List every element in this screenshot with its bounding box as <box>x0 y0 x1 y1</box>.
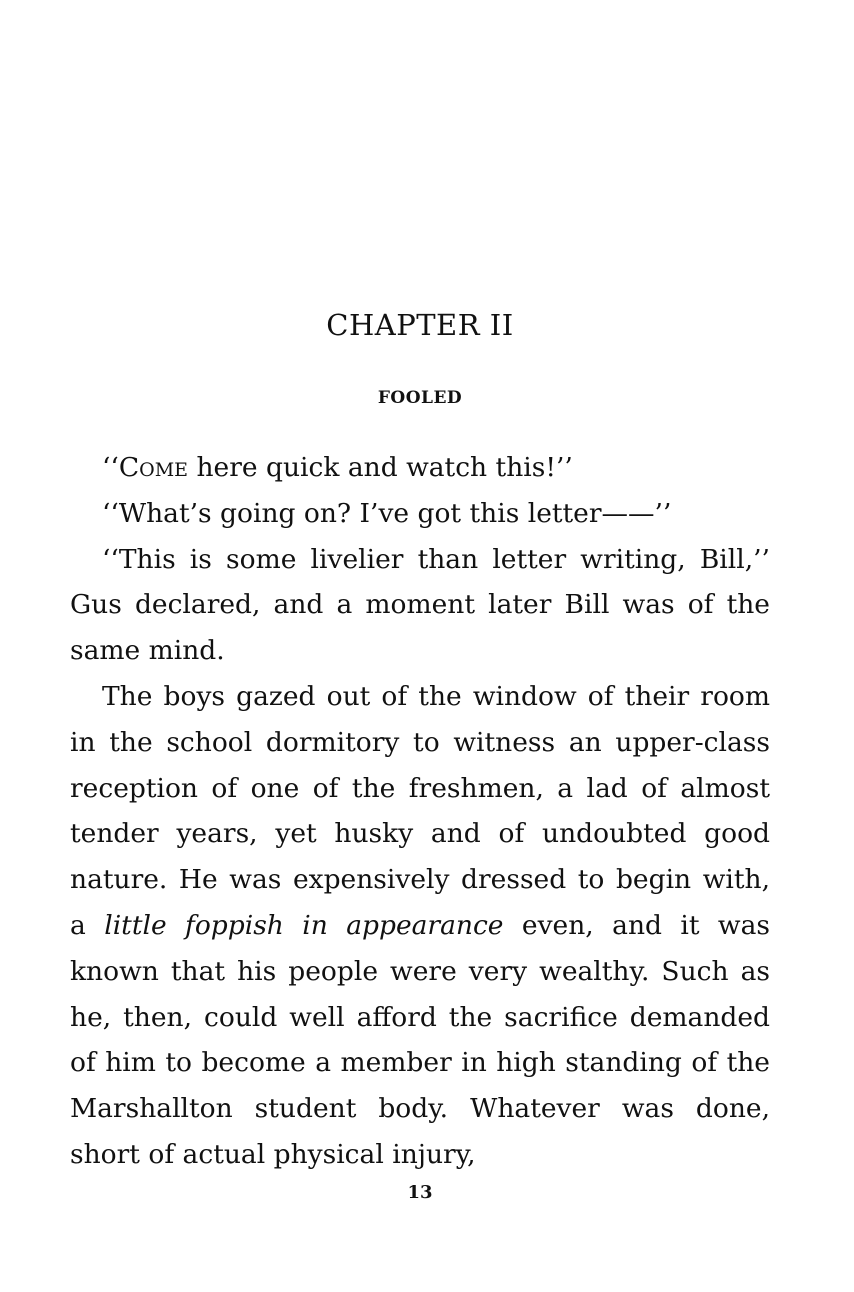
paragraph-1-rest: here quick and watch this!’’ <box>188 452 573 483</box>
paragraph-1-small-caps-word: Come <box>118 452 189 483</box>
page-number: 13 <box>407 1182 433 1203</box>
chapter-title: CHAPTER II <box>326 308 514 342</box>
paragraph-4-text-a: The boys gazed out of the window of their room in the school dormitory to witness an upper-class reception of one of the freshmen, a lad of almost tender years, yet husky and of undoubted good nature. He was expensively dressed to begin with, a <box>70 680 770 941</box>
paragraph-1 <box>70 445 770 491</box>
paragraph-1-open-quote: ‘‘ <box>102 452 119 483</box>
paragraph-4-text-b: even, and it was known that his people were very wealthy. Such as he, then, could well afford the sacrifice demanded of him to become a member in high standing of the Marshallton student body. Whatever was done, short of actual physical injury, <box>70 909 770 1170</box>
paragraph-2: ‘‘What’s going on? I’ve got this letter——’’ <box>102 497 672 529</box>
chapter-subtitle: FOOLED <box>377 388 463 408</box>
paragraph-4-italic: little foppish in appearance <box>104 909 504 941</box>
body-text <box>70 445 770 1178</box>
paragraph-4 <box>70 674 770 1178</box>
paragraph-3: ‘‘This is some livelier than letter writing, Bill,’’ Gus declared, and a moment later Bill was of the same mind. <box>70 543 770 667</box>
